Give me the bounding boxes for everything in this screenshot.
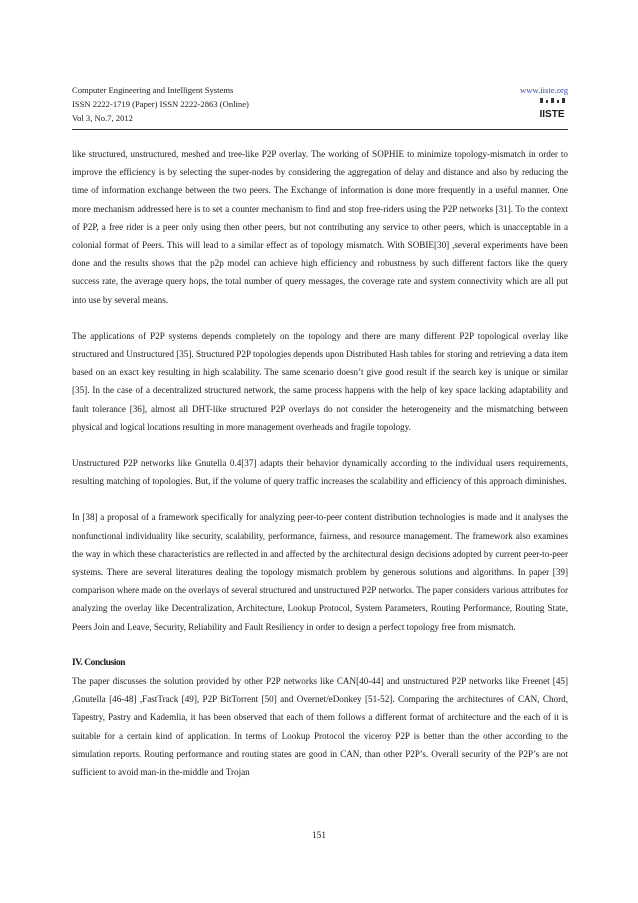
header-rule (72, 129, 568, 130)
paragraph-1: like structured, unstructured, meshed and tree-like P2P overlay. The working of SOPHIE to minimize topology-mismatch in order to improve the efficiency is by selecting the super-nodes by considering the aggregation of delay and distance and also by reducing the time of information exchange between the two peers. The Exchange of information is done more frequently in a useful manner. One more mechanism addressed here is to set a counter mechanism to find and stop free-riders using the P2P networks [31]. To the context of P2P, a free rider is a peer only using then other peers, but not contributing any service to other peers, which is unacceptable in a colonial format of Peers. This will lead to a similar effect as of topology mismatch. With SOBIE[30] ,several experiments have been done and the results shows that the p2p model can achieve high efficiency and robustness by such different factors like the query success rate, the average query hops, the total number of query messages, the coverage rate and system connectivity which are all put into use by several means. (72, 149, 568, 305)
section-heading-conclusion: IV. Conclusion (72, 657, 126, 668)
journal-url[interactable]: www.iiste.org (520, 85, 568, 95)
body-text (72, 145, 568, 781)
paragraph-2: The applications of P2P systems depends completely on the topology and there are many different P2P topological overlay like structured and Unstructured [35]. Structured P2P topologies depends upon Distributed Hash tables for storing and retrieving a data item based on an exact key resulting in high scalability. The same scenario doesn’t give good result if the search key is unique or similar [35]. In the case of a decentralized structured network, the same process happens with the help of key space lacking adaptability and fault tolerance [36], almost all DHT-like structured P2P overlays do not consider the heterogeneity and the mismatching between physical and logical locations resulting in more management overheads and fragile topology. (72, 330, 568, 432)
paragraph-3: Unstructured P2P networks like Gnutella 0.4[37] adapts their behavior dynamically according to the individual users requirements, resulting matching of topologies. But, if the volume of query traffic increases the scalability and efficiency of this approach diminishes. (72, 458, 568, 487)
paragraph-4: In [38] a proposal of a framework specifically for analyzing peer-to-peer content distribution technologies is made and it analyses the nonfunctional individuality like security, scalability, performance, fairness, and resource management. The framework also examines the way in which these characteristics are reflected in and affected by the architectural design decisions adopted by current peer-to-peer systems. There are several literatures dealing the topology mismatch problem by generous solutions and algorithms. In paper [39] comparison where made on the overlays of several structured and unstructured P2P networks. The paper considers various attributes for analyzing the overlay like Decentralization, Architecture, Lookup Protocol, System Parameters, Routing Performance, Routing State, Peers Join and Leave, Security, Reliability and Fault Resiliency in order to design a perfect topology free from mismatch. (72, 512, 568, 632)
logo-text: IISTE (539, 109, 565, 120)
page-number: 151 (311, 831, 327, 841)
iiste-logo (538, 97, 566, 121)
volume-line: Vol 3, No.7, 2012 (72, 113, 133, 123)
issn-line: ISSN 2222-1719 (Paper) ISSN 2222-2863 (Online) (72, 99, 249, 109)
conclusion-paragraph: The paper discusses the solution provided by other P2P networks like CAN[40-44] and unstructured P2P networks like Freenet [45] ,Gnutella [46-48] ,FastTrack [49], P2P BitTorrent [50] and Overnet/eDonkey [51-52]. Comparing the architectures of CAN, Chord, Tapestry, Pastry and Kademlia, it has been observed that each of them follows a different format of architecture and the each of it is suitable for a certain kind of application. In terms of Lookup Protocol the viceroy P2P is better than the other according to the simulation reports. Routing performance and routing states are good in CAN, than other P2P’s. Overall security of the P2P’s are not sufficient to avoid man-in the-middle and Trojan (72, 676, 568, 778)
journal-title: Computer Engineering and Intelligent Systems (72, 85, 234, 95)
page-header (72, 85, 568, 127)
